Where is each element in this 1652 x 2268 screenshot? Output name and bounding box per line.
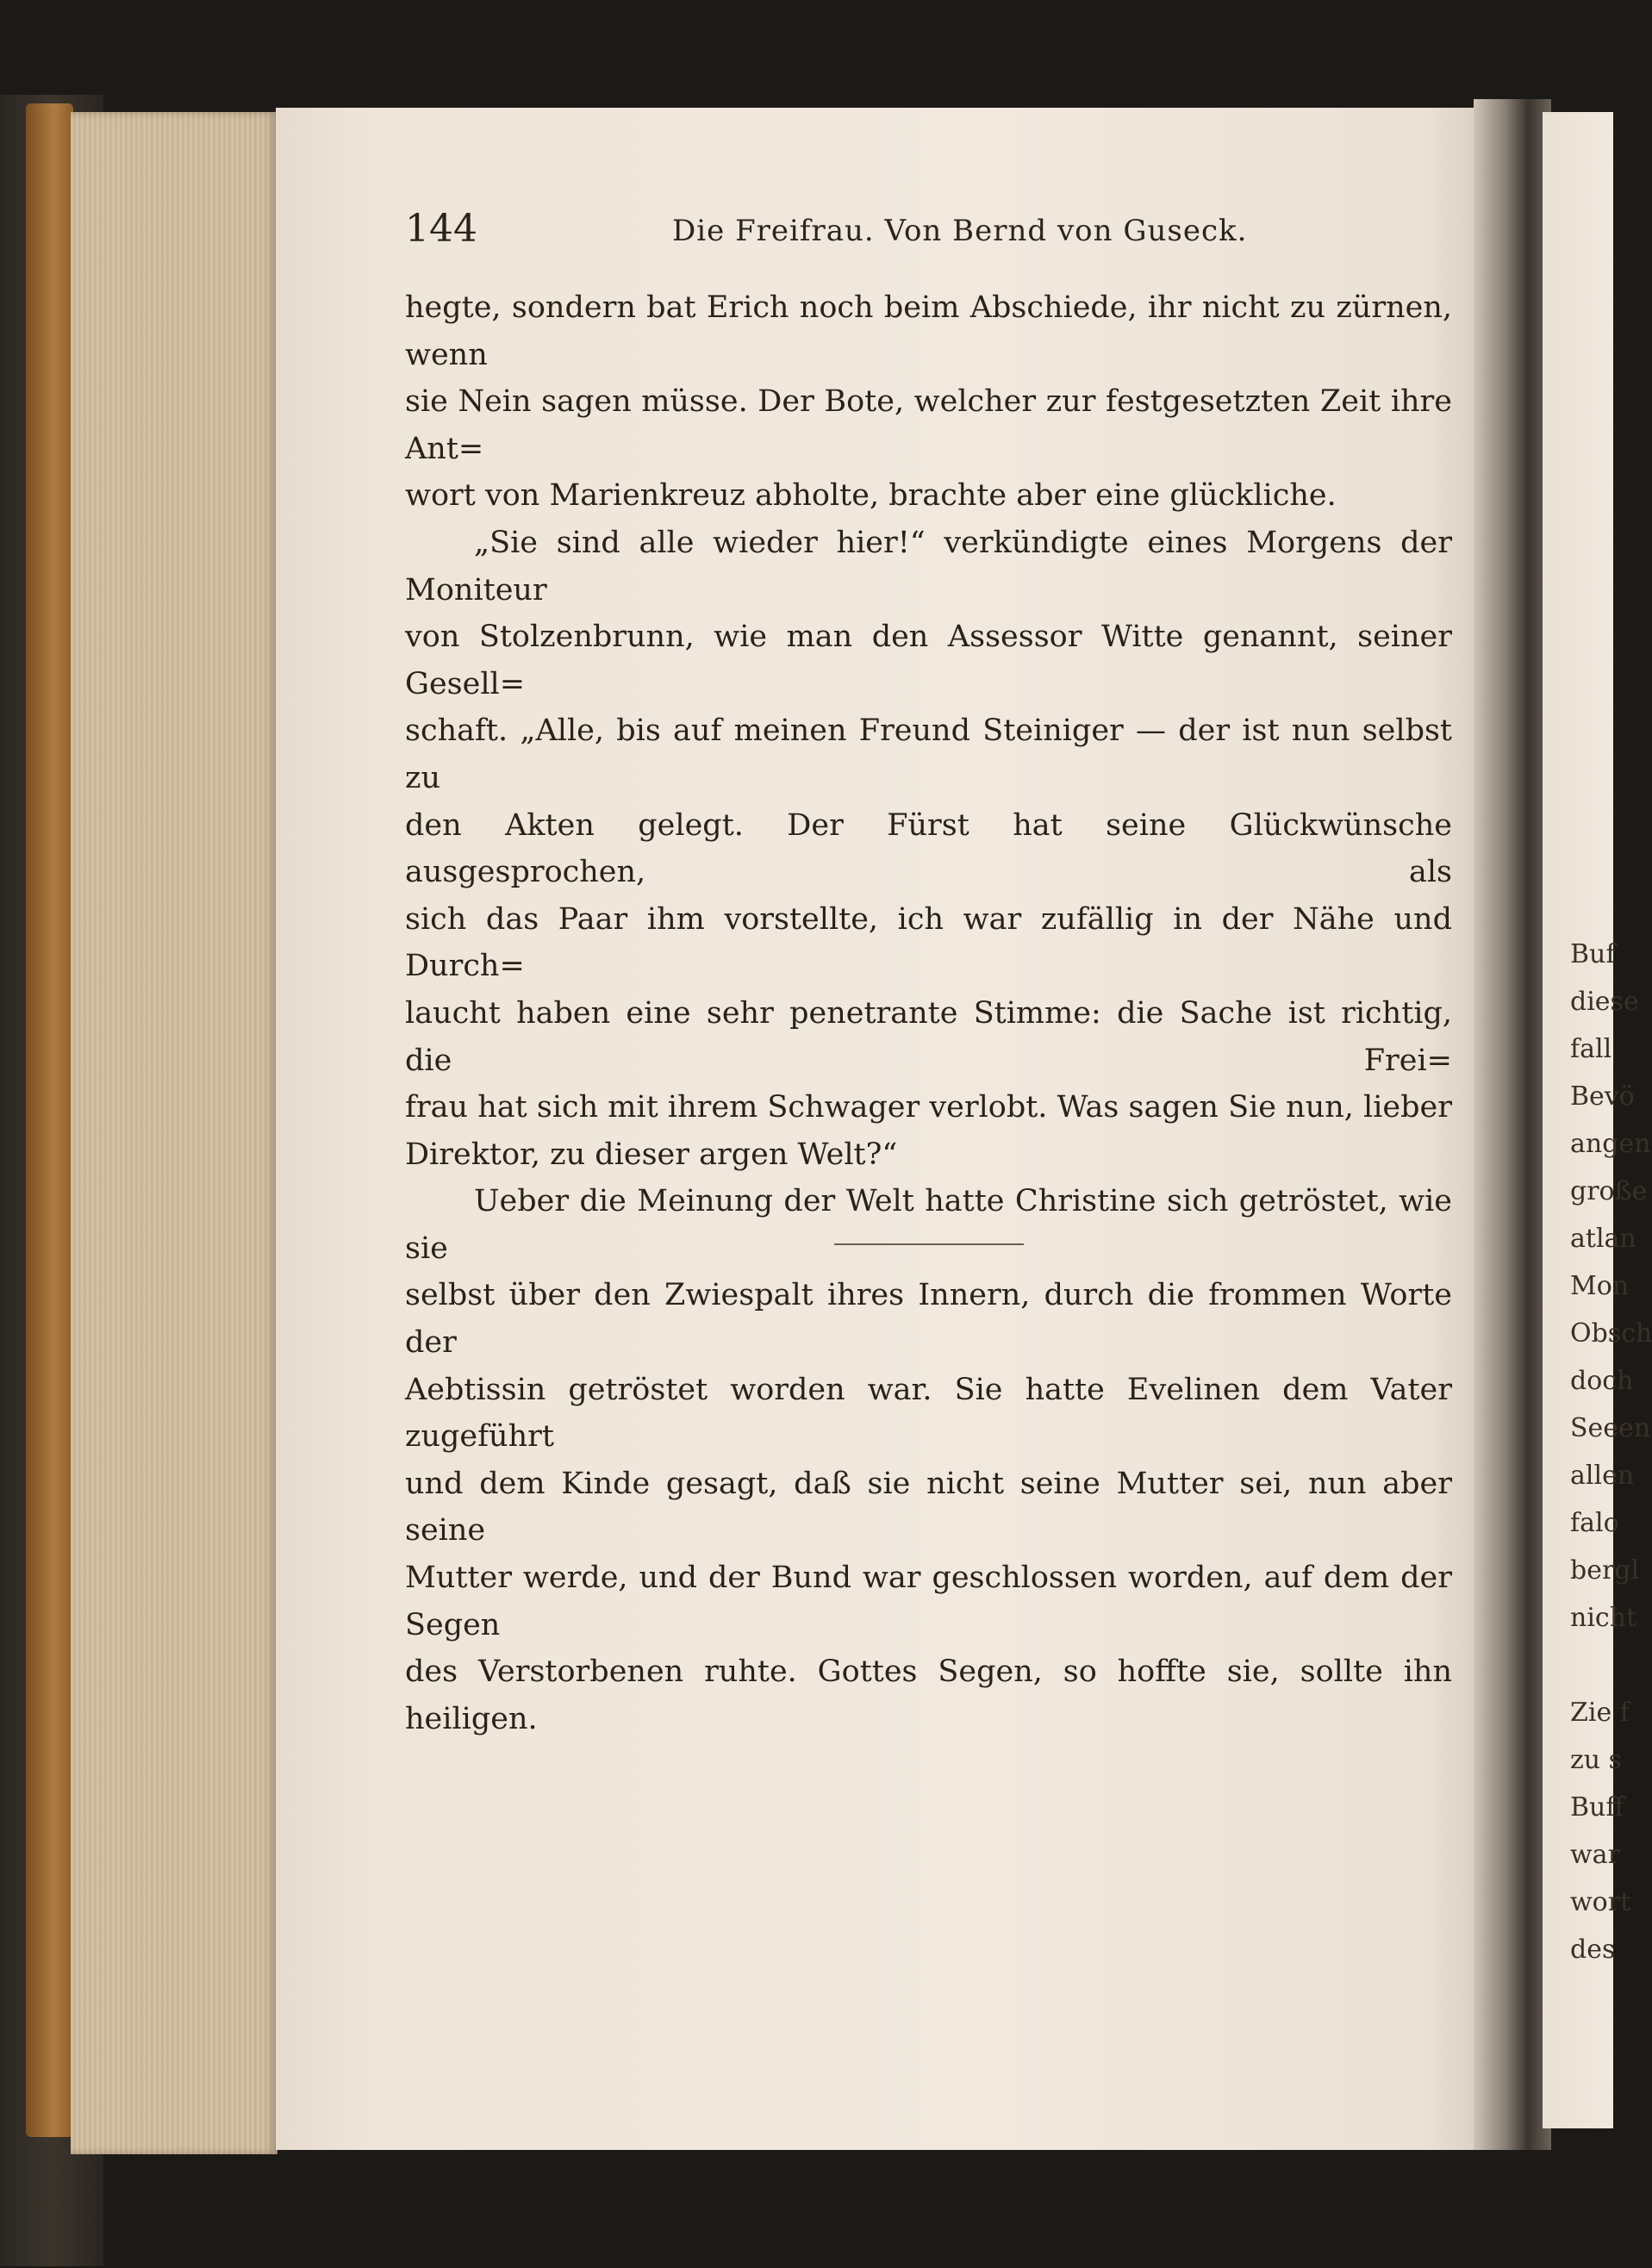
section-end-rule xyxy=(834,1243,1024,1245)
right-page-line: Buff xyxy=(1570,1792,1624,1822)
right-page-line: doch xyxy=(1570,1366,1634,1396)
right-page-line: Buf xyxy=(1570,939,1616,969)
text-line: und dem Kinde gesagt, daß sie nicht seine Mutter sei, nun aber seine xyxy=(405,1466,1452,1548)
page-fore-edge xyxy=(71,112,277,2154)
right-page-line: fall xyxy=(1570,1034,1612,1064)
right-page-line: des xyxy=(1570,1935,1616,1965)
text-line: sie Nein sagen müsse. Der Bote, welcher zur festgesetzten Zeit ihre Ant= xyxy=(405,384,1452,466)
right-page-line: Obsch xyxy=(1570,1318,1652,1349)
right-page-line: atlan xyxy=(1570,1224,1636,1254)
text-line: den Akten gelegt. Der Fürst hat seine Glückwünsche ausgesprochen, als xyxy=(405,807,1452,890)
text-line: frau hat sich mit ihrem Schwager verlobt. Was sagen Sie nun, lieber xyxy=(405,1090,1452,1125)
right-page-line: bergl xyxy=(1570,1555,1640,1586)
right-page-line: angen xyxy=(1570,1129,1651,1159)
right-page-line: diese xyxy=(1570,987,1639,1017)
text-line: Ueber die Meinung der Welt hatte Christine sich getröstet, wie sie xyxy=(405,1184,1452,1266)
text-line: schaft. „Alle, bis auf meinen Freund Steiniger — der ist nun selbst zu xyxy=(405,713,1452,795)
right-page-line: Seeen xyxy=(1570,1413,1651,1443)
right-page-line: Mon xyxy=(1570,1271,1630,1301)
paragraph xyxy=(405,520,1452,1178)
text-line: Direktor, zu dieser argen Welt?“ xyxy=(405,1137,898,1172)
page-header xyxy=(405,207,1452,259)
text-line: „Sie sind alle wieder hier!“ verkündigte eines Morgens der Moniteur xyxy=(405,525,1452,608)
right-page-text xyxy=(1570,931,1652,1973)
right-page-line: wort xyxy=(1570,1887,1631,1917)
right-page-line: allen xyxy=(1570,1461,1635,1491)
right-page-line xyxy=(1570,1642,1613,1689)
text-line: selbst über den Zwiespalt ihres Innern, durch die frommen Worte der xyxy=(405,1278,1452,1361)
text-line: des Verstorbenen ruhte. Gottes Segen, so hoffte sie, sollte ihn heiligen. xyxy=(405,1654,1452,1736)
page-body xyxy=(405,284,1452,1742)
running-head: Die Freifrau. Von Bernd von Guseck. xyxy=(672,214,1248,248)
text-line: Mutter werde, und der Bund war geschlossen worden, auf dem der Segen xyxy=(405,1561,1452,1642)
paragraph xyxy=(405,1178,1452,1742)
right-page-line: Bevö xyxy=(1570,1081,1635,1112)
right-page-line: nicht xyxy=(1570,1603,1637,1633)
text-line: laucht haben eine sehr penetrante Stimme: die Sache ist richtig, die Frei= xyxy=(405,995,1452,1078)
right-page-line: zu s xyxy=(1570,1745,1623,1775)
cover-spine-edge xyxy=(26,103,73,2137)
text-line: wort von Marienkreuz abholte, brachte aber eine glückliche. xyxy=(405,478,1337,514)
right-page-line: Zie f xyxy=(1570,1698,1630,1728)
text-line: hegte, sondern bat Erich noch beim Abschiede, ihr nicht zu zürnen, wenn xyxy=(405,290,1452,372)
paragraph xyxy=(405,284,1452,520)
right-page-line: falo xyxy=(1570,1508,1619,1538)
text-line: Aebtissin getröstet worden war. Sie hatte Evelinen dem Vater zugeführt xyxy=(405,1372,1452,1455)
page-number: 144 xyxy=(405,207,477,251)
right-page-line: große xyxy=(1570,1176,1648,1206)
text-line: von Stolzenbrunn, wie man den Assessor Witte genannt, seiner Gesell= xyxy=(405,620,1452,701)
right-page-line: war xyxy=(1570,1840,1620,1870)
book-gutter xyxy=(1474,99,1551,2150)
text-line: sich das Paar ihm vorstellte, ich war zufällig in der Nähe und Durch= xyxy=(405,901,1452,984)
